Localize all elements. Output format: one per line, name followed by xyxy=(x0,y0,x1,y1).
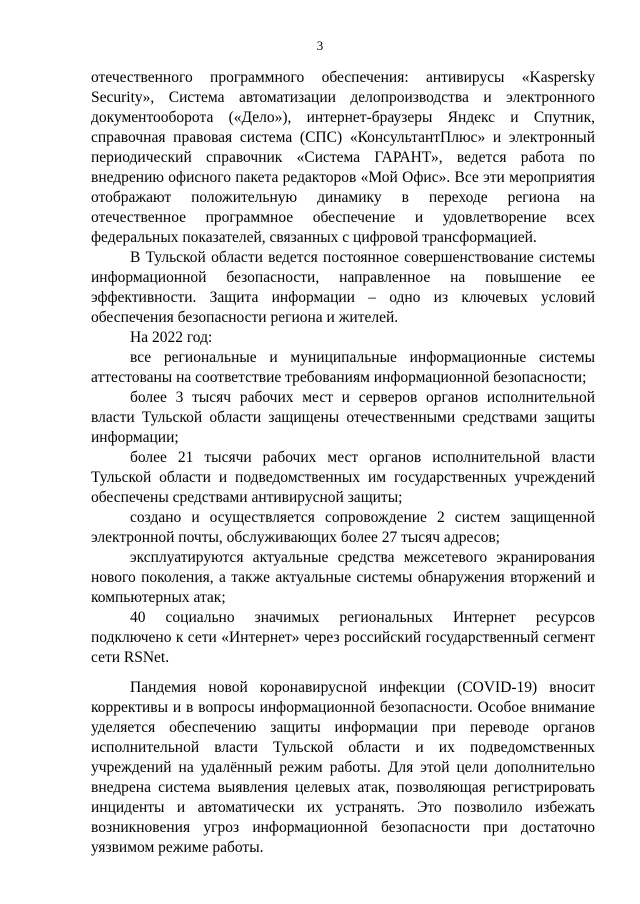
list-item-workstations-protected: более 3 тысяч рабочих мест и серверов органов исполнительной власти Тульской области защищены отечественными средствами защиты информации; xyxy=(91,389,595,446)
paragraph-covid-security: Пандемия новой коронавирусной инфекции (COVID-19) вносит коррективы и в вопросы информационной безопасности. Особое внимание уделяется обеспечению защиты информации при переводе органов исполнительной власти Тульской области и их подведомственных учреждений на удалённый режим работы. Для этой цели дополнительно внедрена система выявления целевых атак, позволяющая регистрировать инциденты и автоматически их устранять. Это позволило избежать возникновения угроз информационной безопасности при достаточно уязвимом режиме работы. xyxy=(91,679,595,856)
list-item-secure-email: создано и осуществляется сопровождение 2 систем защищенной электронной почты, обслуживающих более 27 тысяч адресов; xyxy=(91,509,595,546)
paragraph-year-heading: На 2022 год: xyxy=(130,329,213,346)
list-item-systems-certified: все региональные и муниципальные информационные системы аттестованы на соответствие требованиям информационной безопасности; xyxy=(91,349,595,386)
list-item-antivirus-coverage: более 21 тысячи рабочих мест органов исполнительной власти Тульской области и подведомственных им государственных учреждений обеспечены средствами антивирусной защиты; xyxy=(91,449,595,506)
page-number: 3 xyxy=(316,38,324,53)
document-body xyxy=(91,68,595,858)
list-item-firewalls: эксплуатируются актуальные средства межсетевого экранирования нового поколения, а также актуальные системы обнаружения вторжений и компьютерных атак; xyxy=(91,549,595,606)
paragraph-infosec-improvement: В Тульской области ведется постоянное совершенствование системы информационной безопасности, направленное на повышение ее эффективности. Защита информации – одно из ключевых условий обеспечения безопасности региона и жителей. xyxy=(91,249,595,326)
list-item-rsnet-resources: 40 социально значимых региональных Интернет ресурсов подключено к сети «Интернет» через российский государственный сегмент сети RSNet. xyxy=(91,609,595,666)
paragraph-software-transition: отечественного программного обеспечения: антивирусы «Kaspersky Security», Система автоматизации делопроизводства и электронного документооборота («Дело»), интернет-браузеры Яндекс и Спутник, справочная правовая система (СПС) «КонсультантПлюс» и электронный периодический справочник «Система ГАРАНТ», ведется работа по внедрению офисного пакета редакторов «Мой Офис». Все эти мероприятия отображают положительную динамику в переходе региона на отечественное программное обеспечение и удовлетворение всех федеральных показателей, связанных с цифровой трансформацией. xyxy=(91,69,595,246)
